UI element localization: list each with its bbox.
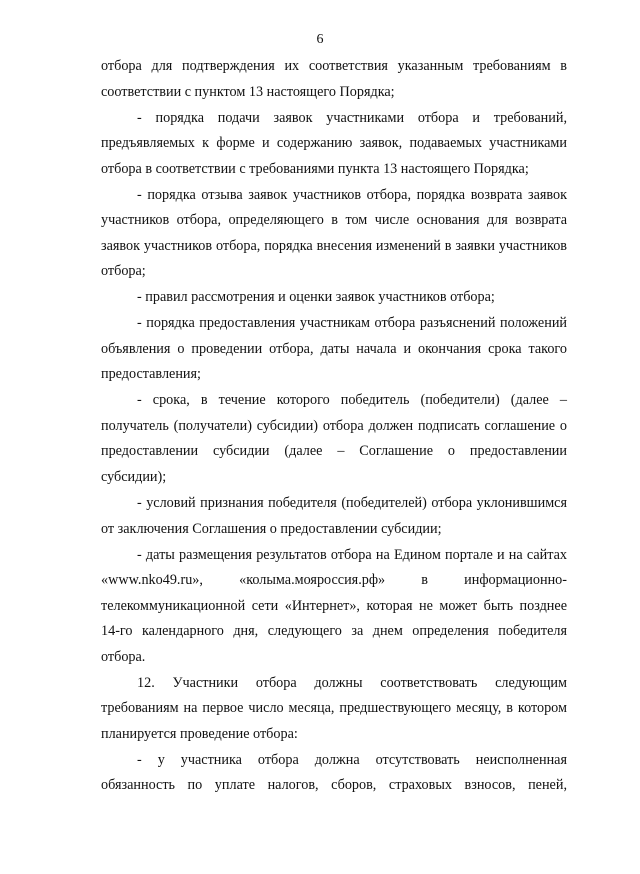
paragraph-evasion-conditions: - условий признания победителя (победителей) отбора уклонившимся от заключения Соглашения о предоставлении субсидии; — [101, 495, 567, 537]
paragraph-continuation: отбора для подтверждения их соответствия указанным требованиям в соответствии с пунктом 13 настоящего Порядка; — [101, 58, 567, 100]
page-number: 6 — [316, 32, 324, 47]
paragraph-submission-order: - порядка подачи заявок участниками отбора и требований, предъявляемых к форме и содержанию заявок, подаваемых участниками отбора в соответствии с требованиями пункта 13 настоящего Порядка; — [101, 109, 567, 177]
paragraph-item-12: 12. Участники отбора должны соответствовать следующим требованиям на первое число месяца, предшествующего месяцу, в котором планируется проведение отбора: — [101, 674, 567, 742]
paragraph-signing-term: - срока, в течение которого победитель (победители) (далее – получатель (получатели) субсидии) отбора должен подписать соглашение о предоставлении субсидии (далее – Соглашение о предоставлении субсидии); — [101, 392, 567, 485]
paragraph-review-rules: - правил рассмотрения и оценки заявок участников отбора; — [137, 289, 495, 306]
paragraph-withdrawal-order: - порядка отзыва заявок участников отбора, порядка возврата заявок участников отбора, определяющего в том числе основания для возврата заявок участников отбора, порядка внесения изменений в заявки участников отбора; — [101, 186, 567, 280]
paragraph-results-publication: - даты размещения результатов отбора на Едином портале и на сайтах «www.nko49.ru», «колыма.мояроссия.рф» в информационно-телекоммуникационной сети «Интернет», которая не может быть позднее 14-го календарного дня, следующего за днем определения победителя отбора. — [101, 546, 567, 665]
paragraph-tax-obligations: - у участника отбора должна отсутствовать неисполненная обязанность по уплате налогов, сборов, страховых взносов, пеней, — [101, 751, 567, 794]
document-body — [101, 54, 567, 799]
paragraph-clarifications: - порядка предоставления участникам отбора разъяснений положений объявления о проведении отбора, даты начала и окончания срока такого предоставления; — [101, 315, 567, 383]
